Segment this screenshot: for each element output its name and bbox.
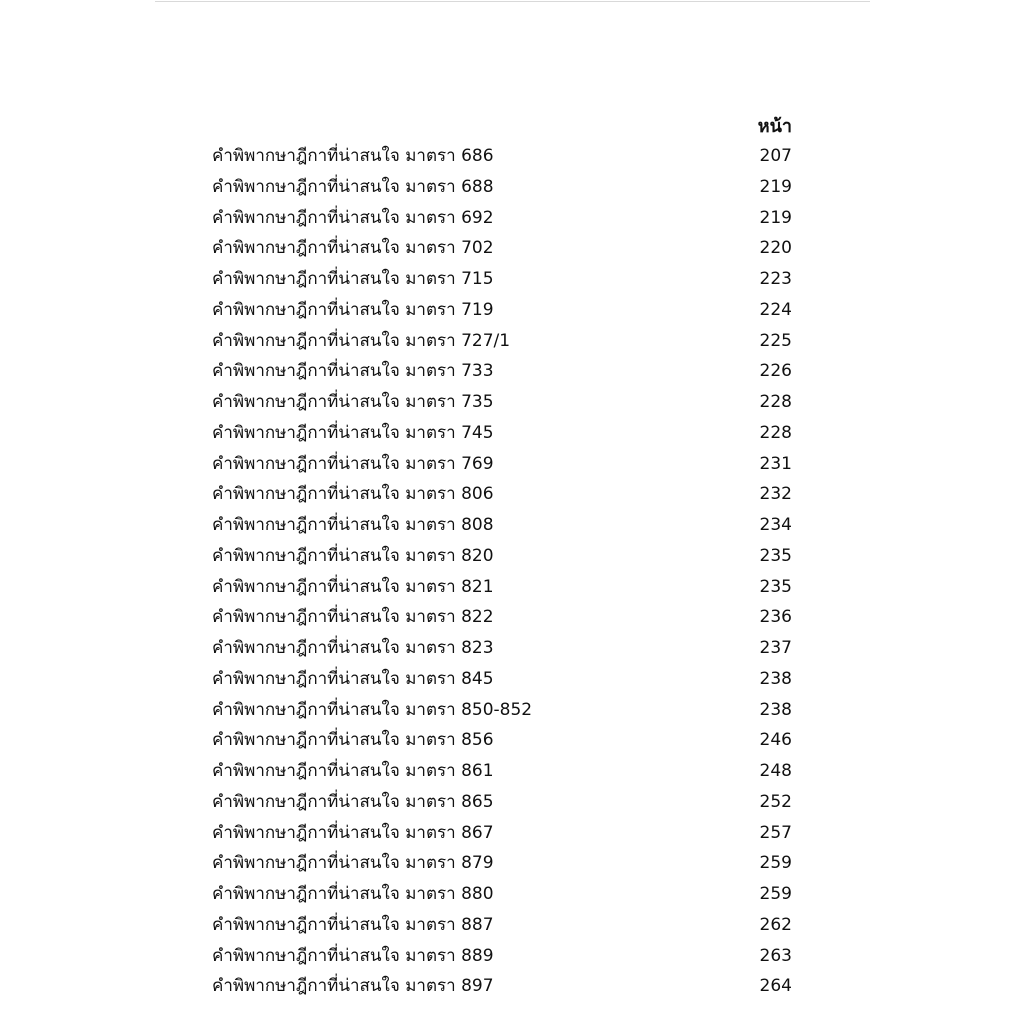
toc-entry-title: คำพิพากษาฎีกาที่น่าสนใจ มาตรา 719	[212, 299, 494, 320]
toc-entry-page-number: 223	[759, 269, 792, 289]
toc-entry-page-number: 228	[759, 392, 792, 412]
toc-entry	[212, 787, 792, 818]
toc-entry-title: คำพิพากษาฎีกาที่น่าสนใจ มาตรา 727/1	[212, 330, 511, 351]
toc-entry	[212, 233, 792, 264]
toc-entry	[212, 848, 792, 879]
toc-entry-page-number: 237	[759, 638, 792, 658]
toc-entry-page-number: 207	[759, 146, 792, 166]
toc-entry-page-number: 224	[759, 299, 792, 320]
toc-entry-title: คำพิพากษาฎีกาที่น่าสนใจ มาตรา 865	[212, 791, 494, 812]
toc-entry-page-number: 259	[759, 884, 792, 904]
toc-entry-title: คำพิพากษาฎีกาที่น่าสนใจ มาตรา 845	[212, 668, 494, 689]
toc-entry-title: คำพิพากษาฎีกาที่น่าสนใจ มาตรา 850-852	[212, 699, 533, 720]
toc-entry-title: คำพิพากษาฎีกาที่น่าสนใจ มาตรา 686	[212, 146, 494, 166]
toc-entry-title: คำพิพากษาฎีกาที่น่าสนใจ มาตรา 822	[212, 607, 494, 628]
toc-entry-title: คำพิพากษาฎีกาที่น่าสนใจ มาตรา 745	[212, 422, 494, 443]
toc-entry-page-number: 234	[759, 515, 792, 535]
toc-entry	[212, 572, 792, 603]
toc-entry	[212, 326, 792, 357]
toc-entry-page-number: 252	[759, 791, 792, 812]
toc-entry	[212, 203, 792, 234]
toc-entry-title: คำพิพากษาฎีกาที่น่าสนใจ มาตรา 702	[212, 238, 494, 259]
toc-entry	[212, 695, 792, 726]
toc-entry	[212, 664, 792, 695]
toc-entry-page-number: 226	[759, 361, 792, 382]
toc-entry	[212, 725, 792, 756]
toc-entry	[212, 479, 792, 510]
toc-entry-title: คำพิพากษาฎีกาที่น่าสนใจ มาตรา 897	[212, 976, 494, 997]
toc-entry-title: คำพิพากษาฎีกาที่น่าสนใจ มาตรา 821	[212, 576, 494, 597]
page-column-header: หน้า	[757, 116, 792, 137]
toc-entry-page-number: 238	[759, 668, 792, 689]
toc-entry	[212, 418, 792, 449]
toc-entry-page-number: 220	[759, 238, 792, 259]
toc-entry-title: คำพิพากษาฎีกาที่น่าสนใจ มาตรา 879	[212, 853, 494, 874]
toc-entry	[212, 295, 792, 326]
toc-entry-page-number: 259	[759, 853, 792, 874]
toc-entry-title: คำพิพากษาฎีกาที่น่าสนใจ มาตรา 715	[212, 269, 494, 289]
toc-entry-title: คำพิพากษาฎีกาที่น่าสนใจ มาตรา 808	[212, 515, 494, 535]
toc-entry-title: คำพิพากษาฎีกาที่น่าสนใจ มาตรา 823	[212, 638, 494, 658]
toc-entry-page-number: 225	[759, 330, 792, 351]
toc-entry-page-number: 232	[759, 484, 792, 505]
toc-entry-title: คำพิพากษาฎีกาที่น่าสนใจ มาตรา 880	[212, 884, 494, 904]
toc-entry-page-number: 238	[759, 699, 792, 720]
toc-entry-title: คำพิพากษาฎีกาที่น่าสนใจ มาตรา 733	[212, 361, 494, 382]
toc-entry-title: คำพิพากษาฎีกาที่น่าสนใจ มาตรา 692	[212, 207, 494, 228]
toc-entry-page-number: 235	[759, 576, 792, 597]
toc-entry-title: คำพิพากษาฎีกาที่น่าสนใจ มาตรา 769	[212, 453, 494, 474]
toc-entry	[212, 510, 792, 541]
toc-entry-title: คำพิพากษาฎีกาที่น่าสนใจ มาตรา 861	[212, 761, 494, 781]
toc-entry-title: คำพิพากษาฎีกาที่น่าสนใจ มาตรา 856	[212, 730, 494, 751]
toc-entry	[212, 971, 792, 1002]
toc-entry-title: คำพิพากษาฎีกาที่น่าสนใจ มาตรา 820	[212, 545, 494, 566]
toc-entry-page-number: 219	[759, 207, 792, 228]
toc-entry	[212, 633, 792, 664]
toc-entry-page-number: 263	[759, 945, 792, 966]
toc-entry-page-number: 219	[759, 176, 792, 197]
toc-entry-title: คำพิพากษาฎีกาที่น่าสนใจ มาตรา 688	[212, 176, 494, 197]
toc-entry	[212, 941, 792, 972]
toc-entry	[212, 449, 792, 480]
toc-entry-title: คำพิพากษาฎีกาที่น่าสนใจ มาตรา 887	[212, 914, 494, 935]
toc-entry-title: คำพิพากษาฎีกาที่น่าสนใจ มาตรา 806	[212, 484, 494, 505]
toc-entry-page-number: 246	[759, 730, 792, 751]
toc-entry	[212, 141, 792, 172]
toc-entry	[212, 910, 792, 941]
toc-entry-title: คำพิพากษาฎีกาที่น่าสนใจ มาตรา 867	[212, 822, 494, 843]
toc-entry	[212, 541, 792, 572]
toc-entry-title: คำพิพากษาฎีกาที่น่าสนใจ มาตรา 735	[212, 392, 494, 412]
toc-entry-page-number: 262	[759, 914, 792, 935]
toc-entry-page-number: 236	[759, 607, 792, 628]
toc-entry	[212, 264, 792, 295]
toc-entry	[212, 756, 792, 787]
top-divider	[155, 1, 870, 2]
toc-entry-page-number: 264	[759, 976, 792, 997]
toc-entry	[212, 602, 792, 633]
toc-entry	[212, 818, 792, 849]
toc-entry-page-number: 228	[759, 422, 792, 443]
toc-entry	[212, 879, 792, 910]
toc-entry-page-number: 235	[759, 545, 792, 566]
toc-entry	[212, 172, 792, 203]
toc-entry	[212, 356, 792, 387]
toc-entry-page-number: 248	[759, 761, 792, 781]
toc-entry	[212, 387, 792, 418]
toc-entry-title: คำพิพากษาฎีกาที่น่าสนใจ มาตรา 889	[212, 945, 494, 966]
toc-entry-page-number: 231	[759, 453, 792, 474]
toc-entry-page-number: 257	[759, 822, 792, 843]
table-of-contents	[212, 141, 792, 1002]
